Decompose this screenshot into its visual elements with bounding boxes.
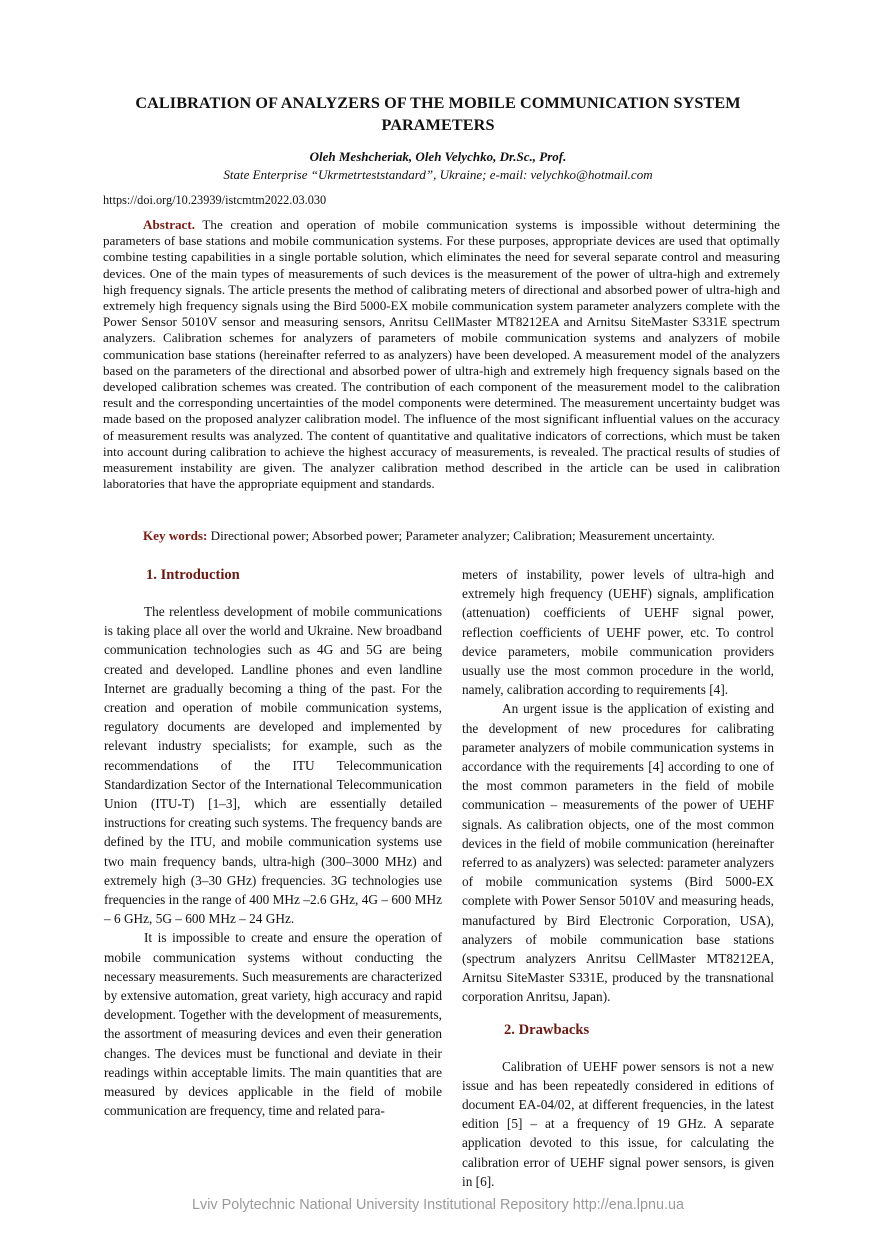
intro-paragraph-2: It is impossible to create and ensure the operation of mobile communication systems without conducting the necessary measurements. Such measurements are characterized by extensive automation, great variety, high accuracy and rapid development. Together with the development of measurements, the assortment of measuring devices and even their generation changes. The devices must be functional and deviate in their readings within acceptable limits. The main quantities that are measured by devices applicable in the field of mobile communication are frequency, time and related para-: [104, 930, 442, 1119]
abstract: [103, 217, 780, 492]
section-heading-introduction: 1. Introduction: [146, 567, 240, 583]
keywords-label: Key words:: [143, 528, 208, 543]
repository-footer: Lviv Polytechnic National University Institutional Repository http://ena.lpnu.ua: [192, 1197, 684, 1213]
intro-paragraph-1: The relentless development of mobile communications is taking place all over the world and Ukraine. New broadband communication technologies such as 4G and 5G are being created and developed. Landline phones and even landline Internet are gradually becoming a thing of the past. For the creation and operation of mobile communication systems, regulatory documents are developed and implemented by relevant industry specialists; for example, such as the recommendations of the ITU Telecommunication Standardization Sector of the International Telecommunication Union (ITU-T) [1–3], which are essentially detailed instructions for creating such systems. The frequency bands are defined by the ITU, and mobile communication systems use two main frequency bands, ultra-high (300–3000 MHz) and extremely high (3–30 GHz) frequencies. 3G technologies use frequencies in the range of 400 MHz –2.6 GHz, 4G – 600 MHz – 6 GHz, 5G – 600 MHz – 24 GHz.: [104, 604, 442, 927]
keywords: [103, 528, 780, 544]
abstract-text: The creation and operation of mobile communication systems is impossible without determining the parameters of base stations and mobile communication systems. For these purposes, appropriate devices are used that optimally combine testing capabilities in a single portable solution, which eliminates the need for several separate control and measuring devices. One of the main types of measurements of such devices is the measurement of the power of ultra-high and extremely high frequency signals. The article presents the method of calibrating meters of directional and absorbed power of ultra-high and extremely high frequency signals using the Bird 5000-EX mobile communication system parameter analyzers complete with the Power Sensor 5010V sensor and measuring sensors, Anritsu CellMaster MT8212EA and Arnitsu SiteMaster S331E spectrum analyzers. Calibration schemes for analyzers of parameters of mobile communication systems and analyzers of mobile communication base stations (hereinafter referred to as analyzers) have been developed. A measurement model of the analyzers based on the parameters of the directional and absorbed power of ultra-high and extremely high frequency signals based on the developed calibration schemes was created. The contribution of each component of the measurement model to the calibration result and the corresponding uncertainties of the model components were determined. The measurement uncertainty budget was made based on the proposed analyzer calibration model. The influence of the most significant influential values on the accuracy of measurement results was analyzed. The content of quantitative and qualitative indicators of corrections, which must be taken into account during calibration to achieve the highest accuracy of measurements, is revealed. The practical results of studies of measurement instability are given. The analyzer calibration method described in the article can be used in calibration laboratories that have the appropriate equipment and standards.: [103, 217, 780, 492]
drawbacks-paragraph-1: Calibration of UEHF power sensors is not a new issue and has been repeatedly considered in editions of document EA-04/02, at different frequencies, in the latest edition [5] – at a frequency of 19 GHz. A separate application devoted to this issue, for calculating the calibration error of UEHF signal power sensors, is given in [6].: [462, 1058, 774, 1189]
right-column: [462, 565, 774, 1191]
paper-affiliation: State Enterprise “Ukrmetrteststandard”, Ukraine; e-mail: velychko@hotmail.com: [223, 167, 653, 182]
paper-authors: Oleh Meshcheriak, Oleh Velychko, Dr.Sc., Prof.: [309, 149, 567, 164]
intro-paragraph-2-continued: meters of instability, power levels of ultra-high and extremely high frequency (UEHF) signals, amplification (attenuation) coefficients of UEHF signal power, reflection coefficients of UEHF power, etc. To control device parameters, mobile communication providers usually use the most common procedure in the world, namely, calibration according to requirements [4].: [462, 567, 774, 698]
doi-link[interactable]: https://doi.org/10.23939/istcmtm2022.03.030: [103, 193, 327, 207]
section-heading-drawbacks: 2. Drawbacks: [504, 1021, 590, 1038]
left-column: [104, 565, 442, 1120]
intro-paragraph-3: An urgent issue is the application of existing and the development of new procedures for calibrating parameter analyzers of mobile communication systems in accordance with the requirements [4] according to one of the most common parameters in the field of mobile communication – measurements of the power of UEHF signals. As calibration objects, one of the most common devices in the field of mobile communication (hereinafter referred to as analyzers) was selected: parameter analyzers of mobile communication systems (Bird 5000-EX complete with Power Sensor 5010V and measuring heads, manufactured by Bird Electronic Corporation, USA), analyzers of mobile communication base stations (spectrum analyzers Anritsu CellMaster MT8212EA, Arnitsu SiteMaster S331E, produced by the transnational corporation Anritsu, Japan).: [462, 701, 774, 1005]
keywords-text: Directional power; Absorbed power; Parameter analyzer; Calibration; Measurement uncertainty.: [207, 528, 715, 543]
paper-title: CALIBRATION OF ANALYZERS OF THE MOBILE COMMUNICATION SYSTEM PARAMETERS: [135, 94, 741, 134]
abstract-label: Abstract.: [143, 217, 195, 232]
